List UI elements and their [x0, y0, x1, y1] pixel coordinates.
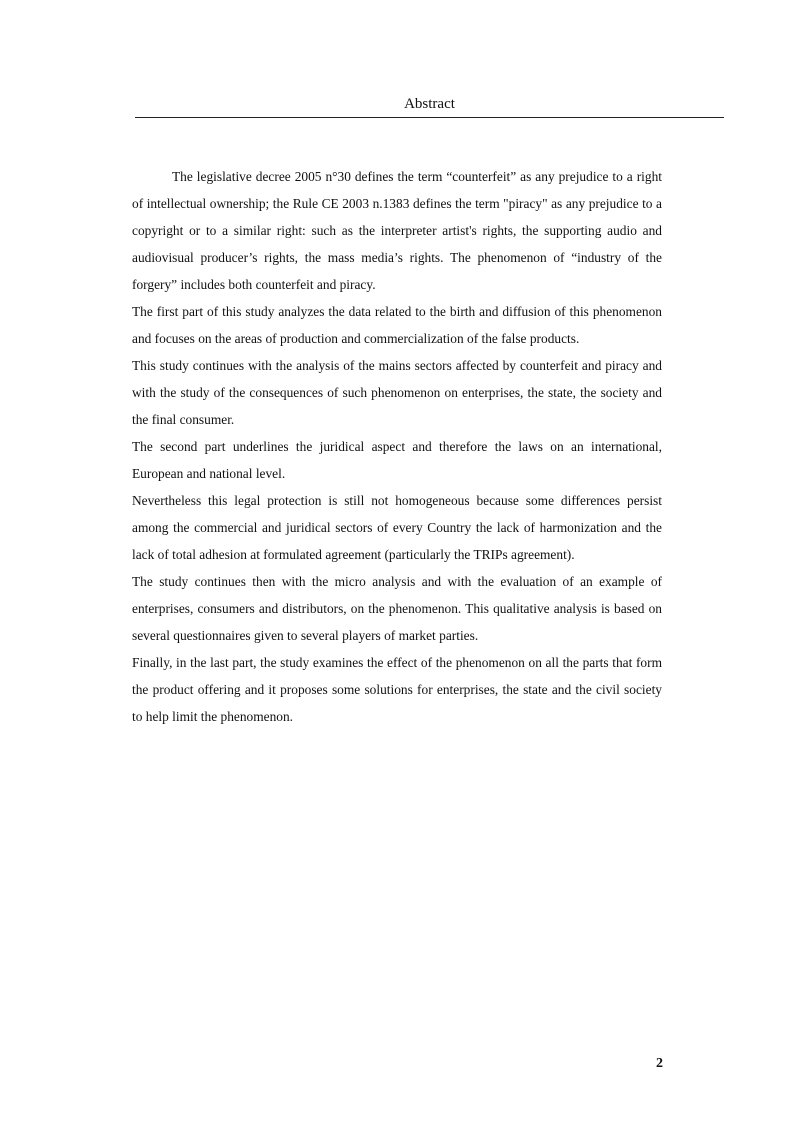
- paragraph-first-part: The first part of this study analyzes the data related to the birth and diffusion of this phenomenon and focuses on the areas of production and commercialization of the false products.: [132, 304, 662, 346]
- abstract-body: [132, 163, 662, 730]
- paragraph-legal-protection: Nevertheless this legal protection is still not homogeneous because some differences persist among the commercial and juridical sectors of every Country the lack of harmonization and the lack of total adhesion at formulated agreement (particularly the TRIPs agreement).: [132, 493, 662, 562]
- paragraph-conclusion: Finally, in the last part, the study examines the effect of the phenomenon on all the parts that form the product offering and it proposes some solutions for enterprises, the state and the civil society to help limit the phenomenon.: [132, 655, 662, 724]
- page-header-title: Abstract: [404, 96, 455, 112]
- page-number: 2: [656, 1056, 663, 1071]
- header-divider: [135, 117, 724, 118]
- paragraph-second-part: The second part underlines the juridical aspect and therefore the laws on an international, European and national level.: [132, 439, 662, 481]
- paragraph-definitions: The legislative decree 2005 n°30 defines the term “counterfeit” as any prejudice to a right of intellectual ownership; the Rule CE 2003 n.1383 defines the term "piracy" as any prejudice to a copyright or to a similar right: such as the interpreter artist's rights, the supporting audio and audiovisual producer’s rights, the mass media’s rights. The phenomenon of “industry of the forgery” includes both counterfeit and piracy.: [132, 169, 662, 292]
- paragraph-micro-analysis: The study continues then with the micro analysis and with the evaluation of an example of enterprises, consumers and distributors, on the phenomenon. This qualitative analysis is based on several questionnaires given to several players of market parties.: [132, 574, 662, 643]
- paragraph-sectors: This study continues with the analysis of the mains sectors affected by counterfeit and piracy and with the study of the consequences of such phenomenon on enterprises, the state, the society and the final consumer.: [132, 358, 662, 427]
